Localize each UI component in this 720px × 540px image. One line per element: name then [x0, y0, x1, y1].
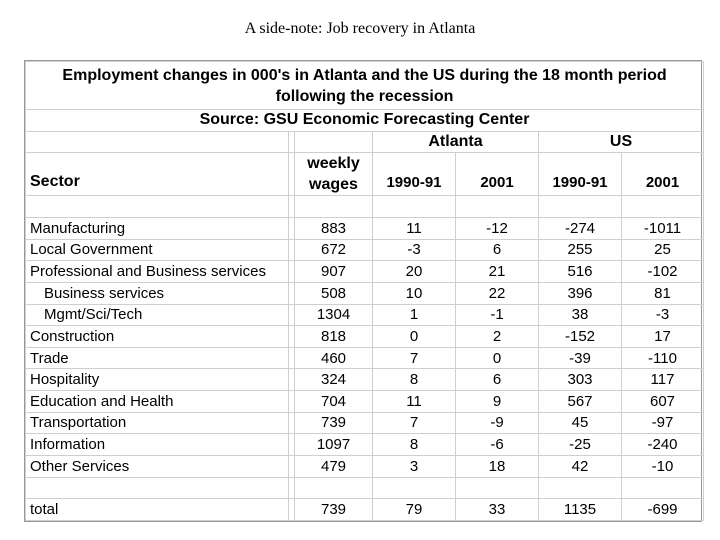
- total-label: total: [26, 499, 289, 521]
- row-atlanta-1990-91: 11: [373, 391, 456, 413]
- group-atlanta: Atlanta: [373, 131, 539, 153]
- row-atlanta-1990-91: 1: [373, 304, 456, 326]
- group-us: US: [539, 131, 704, 153]
- row-us-2001: -240: [622, 434, 704, 456]
- row-us-1990-91: 38: [539, 304, 622, 326]
- col-atlanta-1990-91: 1990-91: [373, 153, 456, 196]
- row-us-1990-91: 567: [539, 391, 622, 413]
- row-wages: 460: [295, 347, 373, 369]
- row-us-1990-91: -39: [539, 347, 622, 369]
- row-us-2001: -3: [622, 304, 704, 326]
- row-us-2001: -102: [622, 261, 704, 283]
- total-row: [26, 499, 704, 521]
- row-atlanta-1990-91: 20: [373, 261, 456, 283]
- slide-title: A side-note: Job recovery in Atlanta: [244, 20, 476, 37]
- col-atlanta-2001: 2001: [456, 153, 539, 196]
- row-us-2001: 25: [622, 239, 704, 261]
- row-us-1990-91: 45: [539, 412, 622, 434]
- table-title: [26, 62, 704, 110]
- row-atlanta-2001: 2: [456, 326, 539, 348]
- row-wages: 1304: [295, 304, 373, 326]
- table-row: [26, 239, 704, 261]
- total-atlanta-1990-91: 79: [373, 499, 456, 521]
- row-atlanta-2001: -1: [456, 304, 539, 326]
- row-atlanta-1990-91: 10: [373, 282, 456, 304]
- row-us-2001: -97: [622, 412, 704, 434]
- table-row: [26, 347, 704, 369]
- spacer-row: [26, 196, 704, 218]
- row-sector: Manufacturing: [26, 218, 289, 240]
- table-row: [26, 282, 704, 304]
- row-sector: Professional and Business services: [26, 261, 289, 283]
- row-sector: Other Services: [26, 455, 289, 477]
- row-sector: Mgmt/Sci/Tech: [26, 304, 289, 326]
- table-row: [26, 326, 704, 348]
- table-row: [26, 455, 704, 477]
- row-atlanta-1990-91: 7: [373, 412, 456, 434]
- row-sector: Trade: [26, 347, 289, 369]
- row-us-2001: 117: [622, 369, 704, 391]
- row-wages: 324: [295, 369, 373, 391]
- row-wages: 508: [295, 282, 373, 304]
- col-weekly-wages-line1: weekly: [307, 155, 360, 173]
- employment-table: [25, 61, 704, 521]
- col-weekly-wages-line2: wages: [309, 176, 358, 194]
- row-atlanta-1990-91: 8: [373, 369, 456, 391]
- col-us-2001: 2001: [622, 153, 704, 196]
- row-us-2001: -110: [622, 347, 704, 369]
- row-atlanta-1990-91: -3: [373, 239, 456, 261]
- row-wages: 739: [295, 412, 373, 434]
- col-sector: Sector: [26, 153, 289, 196]
- row-wages: 704: [295, 391, 373, 413]
- row-wages: 883: [295, 218, 373, 240]
- row-atlanta-1990-91: 3: [373, 455, 456, 477]
- row-atlanta-1990-91: 7: [373, 347, 456, 369]
- table-row: [26, 412, 704, 434]
- row-atlanta-2001: -6: [456, 434, 539, 456]
- row-atlanta-2001: -9: [456, 412, 539, 434]
- table-title-line2: following the recession: [275, 87, 454, 105]
- row-atlanta-2001: 9: [456, 391, 539, 413]
- row-atlanta-2001: -12: [456, 218, 539, 240]
- spacer-row: [26, 477, 704, 499]
- row-sector: Hospitality: [26, 369, 289, 391]
- row-us-1990-91: -25: [539, 434, 622, 456]
- row-atlanta-1990-91: 0: [373, 326, 456, 348]
- row-wages: 479: [295, 455, 373, 477]
- row-wages: 1097: [295, 434, 373, 456]
- table-row: [26, 218, 704, 240]
- column-header-row: [26, 153, 704, 196]
- row-atlanta-2001: 21: [456, 261, 539, 283]
- total-us-2001: -699: [622, 499, 704, 521]
- row-wages: 818: [295, 326, 373, 348]
- row-sector: Transportation: [26, 412, 289, 434]
- total-atlanta-2001: 33: [456, 499, 539, 521]
- table-row: [26, 391, 704, 413]
- col-weekly-wages: [295, 153, 373, 196]
- row-us-1990-91: 255: [539, 239, 622, 261]
- row-wages: 907: [295, 261, 373, 283]
- row-us-1990-91: 303: [539, 369, 622, 391]
- row-wages: 672: [295, 239, 373, 261]
- row-atlanta-1990-91: 11: [373, 218, 456, 240]
- row-us-1990-91: -152: [539, 326, 622, 348]
- total-wages: 739: [295, 499, 373, 521]
- row-sector: Business services: [26, 282, 289, 304]
- row-atlanta-1990-91: 8: [373, 434, 456, 456]
- table-row: [26, 304, 704, 326]
- row-us-1990-91: -274: [539, 218, 622, 240]
- col-us-1990-91: 1990-91: [539, 153, 622, 196]
- row-us-1990-91: 396: [539, 282, 622, 304]
- row-atlanta-2001: 18: [456, 455, 539, 477]
- row-us-1990-91: 516: [539, 261, 622, 283]
- row-sector: Local Government: [26, 239, 289, 261]
- table-source: Source: GSU Economic Forecasting Center: [26, 110, 704, 132]
- row-atlanta-2001: 0: [456, 347, 539, 369]
- row-us-2001: 607: [622, 391, 704, 413]
- row-sector: Information: [26, 434, 289, 456]
- group-header-row: [26, 131, 704, 153]
- table-row: [26, 369, 704, 391]
- row-atlanta-2001: 6: [456, 369, 539, 391]
- table-title-row: [26, 62, 704, 110]
- row-atlanta-2001: 22: [456, 282, 539, 304]
- table-source-row: [26, 110, 704, 132]
- table-row: [26, 434, 704, 456]
- row-atlanta-2001: 6: [456, 239, 539, 261]
- row-sector: Construction: [26, 326, 289, 348]
- row-us-1990-91: 42: [539, 455, 622, 477]
- total-us-1990-91: 1135: [539, 499, 622, 521]
- table-row: [26, 261, 704, 283]
- row-us-2001: 17: [622, 326, 704, 348]
- employment-table-container: [24, 60, 702, 522]
- row-sector: Education and Health: [26, 391, 289, 413]
- row-us-2001: -10: [622, 455, 704, 477]
- table-title-line1: Employment changes in 000's in Atlanta and the US during the 18 month period: [62, 66, 667, 84]
- row-us-2001: 81: [622, 282, 704, 304]
- row-us-2001: -1011: [622, 218, 704, 240]
